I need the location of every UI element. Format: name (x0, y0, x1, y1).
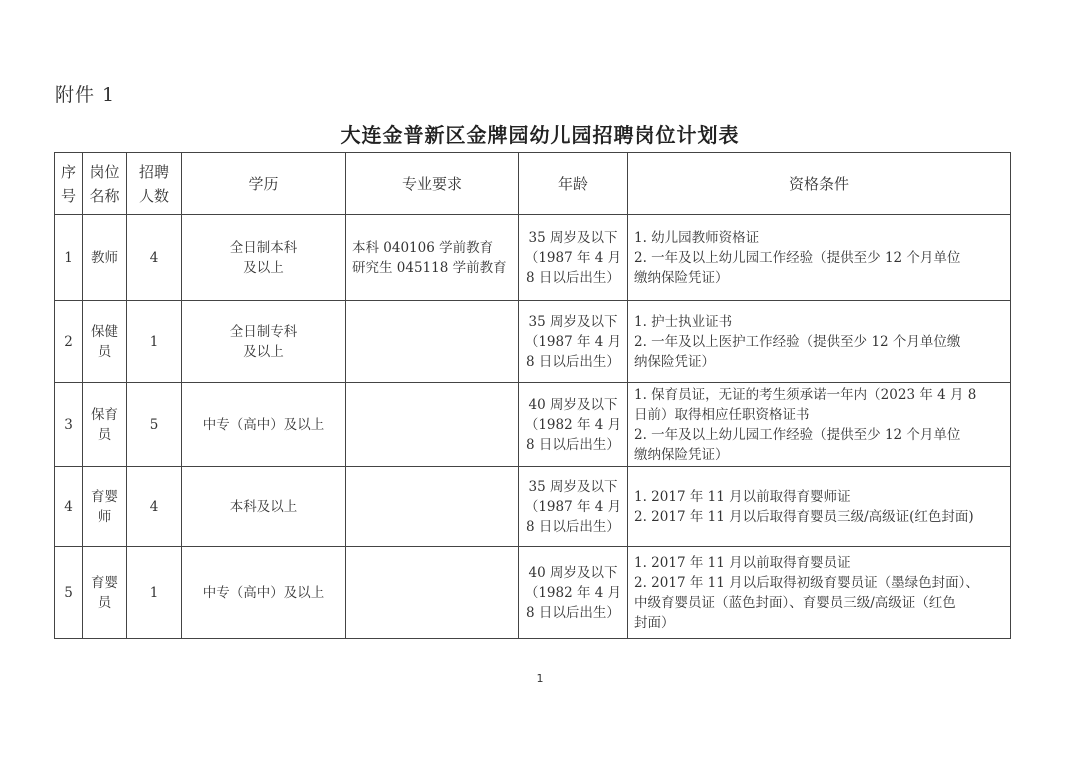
cell-qualification: 1. 2017 年 11 月以前取得育婴师证 2. 2017 年 11 月以后取得育婴员三级/高级证(红色封面) (628, 467, 1011, 547)
table-row (55, 383, 1011, 467)
cell-age: 40 周岁及以下 （1982 年 4 月 8 日以后出生） (519, 547, 628, 639)
header-education: 学历 (182, 153, 346, 215)
cell-count: 1 (127, 301, 182, 383)
cell-education: 全日制专科 及以上 (182, 301, 346, 383)
cell-age: 35 周岁及以下 （1987 年 4 月 8 日以后出生） (519, 215, 628, 301)
cell-education: 本科及以上 (182, 467, 346, 547)
cell-qualification: 1. 幼儿园教师资格证 2. 一年及以上幼儿园工作经验（提供至少 12 个月单位 缴纳保险凭证） (628, 215, 1011, 301)
cell-count: 4 (127, 215, 182, 301)
cell-age: 35 周岁及以下 （1987 年 4 月 8 日以后出生） (519, 301, 628, 383)
cell-position: 教师 (83, 215, 127, 301)
cell-position: 保育 员 (83, 383, 127, 467)
cell-count: 1 (127, 547, 182, 639)
cell-count: 4 (127, 467, 182, 547)
cell-position: 育婴 师 (83, 467, 127, 547)
cell-qualification: 1. 保育员证，无证的考生须承诺一年内（2023 年 4 月 8 日前）取得相应任职资格证书 2. 一年及以上幼儿园工作经验（提供至少 12 个月单位 缴纳保险凭证） (628, 383, 1011, 467)
page-number: 1 (536, 672, 544, 685)
table-row (55, 467, 1011, 547)
header-count: 招聘 人数 (127, 153, 182, 215)
cell-count: 5 (127, 383, 182, 467)
cell-seq: 5 (55, 547, 83, 639)
cell-qualification: 1. 2017 年 11 月以前取得育婴员证 2. 2017 年 11 月以后取得初级育婴员证（墨绿色封面）、 中级育婴员证（蓝色封面）、育婴员三级/高级证（红色 封面） (628, 547, 1011, 639)
recruitment-plan-table (54, 152, 1011, 639)
table-row (55, 215, 1011, 301)
cell-major (346, 301, 519, 383)
table-header-row (55, 153, 1011, 215)
cell-education: 中专（高中）及以上 (182, 383, 346, 467)
cell-education: 全日制本科 及以上 (182, 215, 346, 301)
cell-seq: 4 (55, 467, 83, 547)
header-position: 岗位 名称 (83, 153, 127, 215)
cell-age: 40 周岁及以下 （1982 年 4 月 8 日以后出生） (519, 383, 628, 467)
cell-position: 育婴 员 (83, 547, 127, 639)
cell-seq: 1 (55, 215, 83, 301)
cell-education: 中专（高中）及以上 (182, 547, 346, 639)
cell-age: 35 周岁及以下 （1987 年 4 月 8 日以后出生） (519, 467, 628, 547)
table-row (55, 547, 1011, 639)
header-seq: 序 号 (55, 153, 83, 215)
cell-major (346, 383, 519, 467)
cell-major (346, 547, 519, 639)
cell-qualification: 1. 护士执业证书 2. 一年及以上医护工作经验（提供至少 12 个月单位缴 纳保险凭证） (628, 301, 1011, 383)
cell-major: 本科 040106 学前教育 研究生 045118 学前教育 (346, 215, 519, 301)
document-title: 大连金普新区金牌园幼儿园招聘岗位计划表 (340, 123, 740, 147)
header-qualification: 资格条件 (628, 153, 1011, 215)
header-major: 专业要求 (346, 153, 519, 215)
header-age: 年龄 (519, 153, 628, 215)
cell-major (346, 467, 519, 547)
cell-seq: 3 (55, 383, 83, 467)
attachment-label: 附件 1 (55, 84, 116, 106)
cell-position: 保健 员 (83, 301, 127, 383)
cell-seq: 2 (55, 301, 83, 383)
table-row (55, 301, 1011, 383)
